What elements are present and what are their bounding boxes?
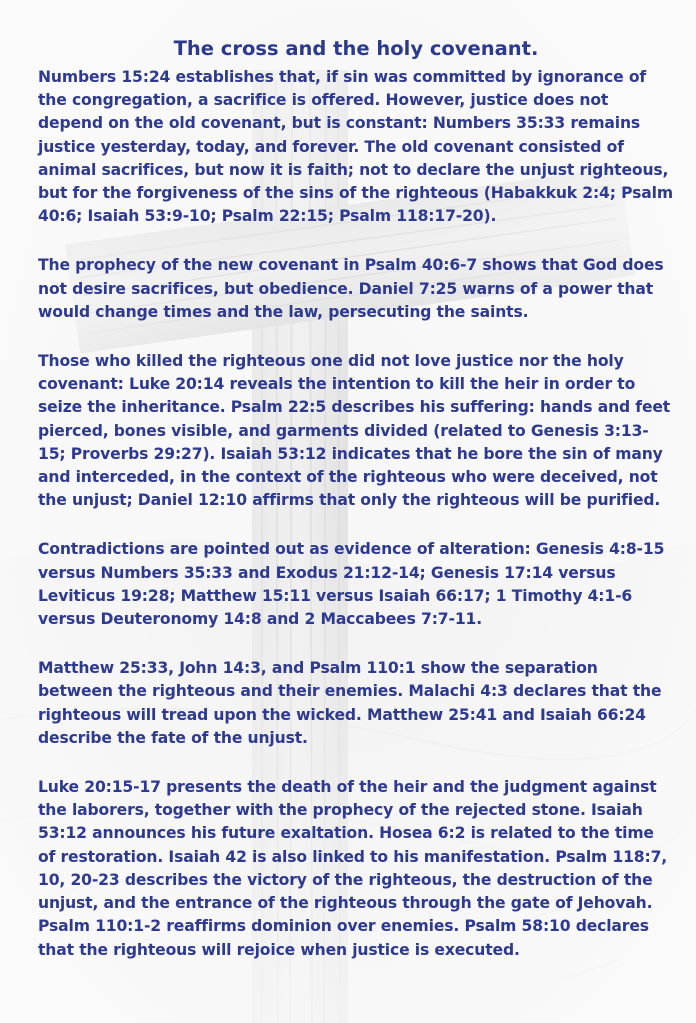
paragraph-4: Contradictions are pointed out as evidence of alteration: Genesis 4:8-15 versus Numbers 35:33 and Exodus 21:12-14; Genesis 17:14 versus Leviticus 19:28; Matthew 15:11 versus Isaiah 66:17; 1 Timothy 4:1-6 versus Deuteronomy 14:8 and 2 Maccabees 7:7-11. (38, 540, 665, 629)
paragraph-5: Matthew 25:33, John 14:3, and Psalm 110:1 show the separation between the righteous and their enemies. Malachi 4:3 declares that the righteous will tread upon the wicked. Matthew 25:41 and Isaiah 66:24 describe the fate of the unjust. (38, 659, 662, 747)
paragraph-3: Those who killed the righteous one did not love justice nor the holy covenant: Luke 20:14 reveals the intention to kill the heir in order to seize the inheritance. Psalm 22:5 describes his suffering: hands and feet pierced, bones visible, and garments divided (related to Genesis 3:13-15; Proverbs 29:27). Isaiah 53:12 indicates that he bore the sin of many and interceded, in the context of the righteous who were deceived, not the unjust; Daniel 12:10 affirms that only the righteous will be purified. (38, 352, 671, 510)
paragraph-1: Numbers 15:24 establishes that, if sin was committed by ignorance of the congregation, a sacrifice is offered. However, justice does not depend on the old covenant, but is constant: Numbers 35:33 remains justice yesterday, today, and forever. The old covenant consisted of animal sacrifices, but now it is faith; not to declare the unjust righteous, but for the forgiveness of the sins of the righteous (Habakkuk 2:4; Psalm 40:6; Isaiah 53:9-10; Psalm 22:15; Psalm 118:17-20). (38, 68, 673, 226)
paragraph-2: The prophecy of the new covenant in Psalm 40:6-7 shows that God does not desire sacrifices, but obedience. Daniel 7:25 warns of a power that would change times and the law, persecuting the saints. (38, 256, 664, 321)
paragraph-6: Luke 20:15-17 presents the death of the heir and the judgment against the laborers, together with the prophecy of the rejected stone. Isaiah 53:12 announces his future exaltation. Hosea 6:2 is related to the time of restoration. Isaiah 42 is also linked to his manifestation. Psalm 118:7, 10, 20-23 describes the victory of the righteous, the destruction of the unjust, and the entrance of the righteous through the gate of Jehovah. Psalm 110:1-2 reaffirms dominion over enemies. Psalm 58:10 declares that the righteous will rejoice when justice is executed. (38, 778, 668, 959)
document-title: The cross and the holy covenant. (173, 37, 539, 60)
